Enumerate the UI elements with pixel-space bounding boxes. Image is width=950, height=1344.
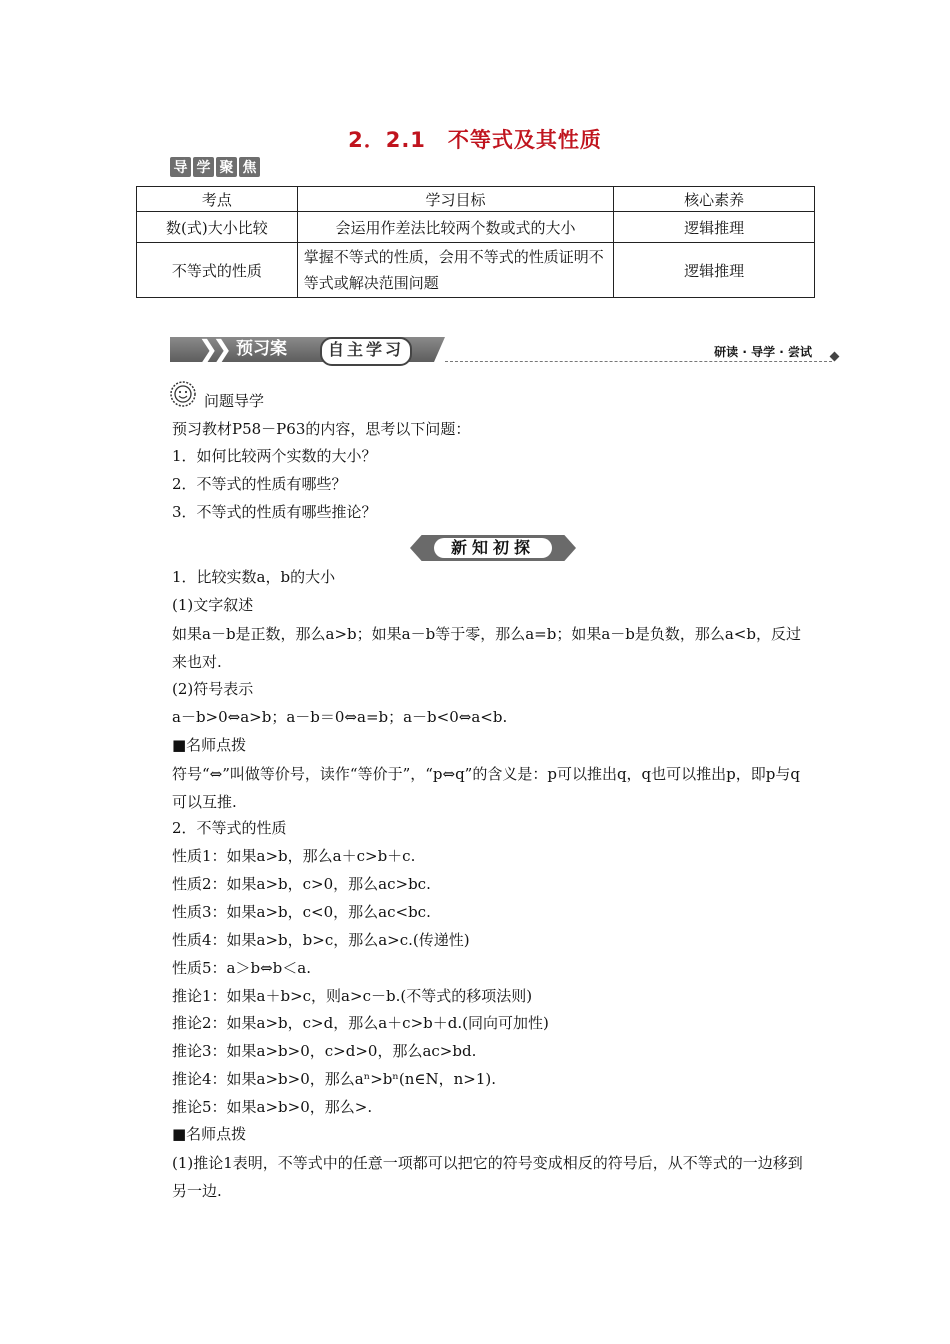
new-knowledge-banner (410, 535, 576, 561)
property-line: 性质5：a＞b⇔b＜a. (172, 959, 311, 977)
subsection-title: (2)符号表示 (172, 680, 254, 698)
property-line: 性质3：如果a>b，c<0，那么ac<bc. (172, 903, 431, 921)
section-title: 2．不等式的性质 (172, 819, 287, 837)
table-header-row (137, 187, 815, 212)
smiley-sun-icon (170, 381, 196, 407)
guide-question: 1．如何比较两个实数的大小？ (172, 447, 377, 465)
new-section-label: 新知初探 (434, 538, 552, 558)
guide-question: 2．不等式的性质有哪些？ (172, 475, 347, 493)
table-cell: 掌握不等式的性质，会用不等式的性质证明不等式或解决范围问题 (297, 243, 614, 298)
table-cell: 数(式)大小比较 (137, 212, 298, 243)
table-cell: 逻辑推理 (614, 212, 815, 243)
symbol-expression: a－b>0⇔a>b；a－b＝0⇔a=b；a－b<0⇔a<b. (172, 708, 508, 726)
section-title: 1．比较实数a，b的大小 (172, 568, 336, 586)
property-line: 推论1：如果a＋b>c，则a>c－b.(不等式的移项法则) (172, 987, 533, 1005)
tip-text: 符号“⇔”叫做等价号，读作“等价于”，“p⇔q”的含义是：p可以推出q，q也可以推出p，即p与q可以互推. (172, 765, 800, 811)
table-row (137, 212, 815, 243)
diamond-icon (830, 352, 840, 362)
tip-text: (1)推论1表明，不等式中的任意一项都可以把它的符号变成相反的符号后，从不等式的一边移到另一边. (172, 1154, 803, 1200)
table-cell: 逻辑推理 (614, 243, 815, 298)
banner-bubble-label: 自主学习 (320, 337, 412, 366)
header-cell: 学习目标 (297, 187, 614, 212)
preview-banner (170, 334, 838, 364)
property-line: 推论5：如果a>b>0，那么>. (172, 1098, 373, 1116)
property-line: 性质2：如果a>b，c>0，那么ac>bc. (172, 875, 431, 893)
guide-question: 3．不等式的性质有哪些推论？ (172, 503, 377, 521)
double-chevron-icon: ❯❯ (198, 335, 227, 363)
banner-right-label: 研读 · 导学 · 尝试 (714, 345, 812, 359)
property-line: 性质1：如果a>b，那么a＋c>b＋c. (172, 847, 416, 865)
learning-goals-table (136, 186, 815, 298)
header-cell: 考点 (137, 187, 298, 212)
badge-char: 学 (193, 157, 214, 177)
page-title: 2．2.1 不等式及其性质 (348, 128, 602, 152)
banner-left-label: 预习案 (236, 339, 287, 359)
comparison-text: 如果a－b是正数，那么a>b；如果a－b等于零，那么a=b；如果a－b是负数，那么a<b，反过来也对. (172, 625, 801, 671)
property-line: 性质4：如果a>b，b>c，那么a>c.(传递性) (172, 931, 470, 949)
badge-char: 焦 (239, 157, 260, 177)
tip-title: ■名师点拨 (172, 736, 247, 754)
table-row (137, 243, 815, 298)
tip-title: ■名师点拨 (172, 1125, 247, 1143)
section-badge-daoxuejujiao (170, 157, 260, 177)
subsection-title: (1)文字叙述 (172, 596, 254, 614)
guide-heading: 问题导学 (204, 392, 265, 410)
banner-dashed-line (445, 361, 832, 362)
header-cell: 核心素养 (614, 187, 815, 212)
guide-intro: 预习教材P58－P63的内容，思考以下问题： (172, 420, 471, 438)
badge-char: 聚 (216, 157, 237, 177)
badge-char: 导 (170, 157, 191, 177)
property-line: 推论2：如果a>b，c>d，那么a＋c>b＋d.(同向可加性) (172, 1014, 549, 1032)
table-cell: 不等式的性质 (137, 243, 298, 298)
property-line: 推论4：如果a>b>0，那么aⁿ>bⁿ(n∈N，n>1). (172, 1070, 496, 1088)
table-cell: 会运用作差法比较两个数或式的大小 (297, 212, 614, 243)
property-line: 推论3：如果a>b>0，c>d>0，那么ac>bd. (172, 1042, 477, 1060)
